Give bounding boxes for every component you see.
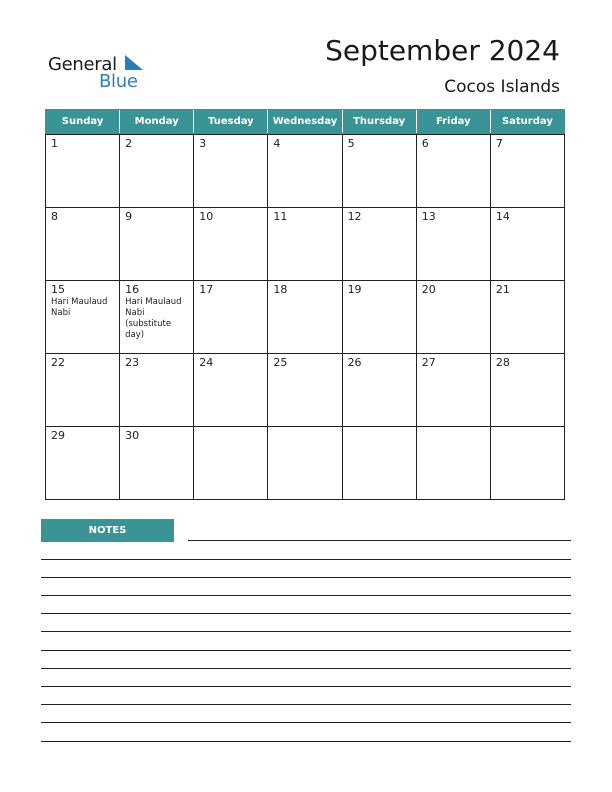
notes-line: [41, 595, 571, 596]
page-subtitle: Cocos Islands: [444, 77, 560, 97]
notes-line: [41, 668, 571, 669]
day-number: 10: [199, 210, 214, 223]
calendar-week: [46, 427, 565, 500]
day-number: 25: [273, 356, 288, 369]
notes-line: [41, 686, 571, 687]
day-cell: [343, 281, 417, 353]
weekday-thursday: Thursday: [343, 110, 417, 133]
day-cell: [491, 354, 565, 426]
notes-label: NOTES: [41, 519, 174, 542]
day-cell: [46, 354, 120, 426]
day-number: 1: [51, 137, 58, 150]
day-cell: [120, 208, 194, 280]
day-cell: [194, 427, 268, 499]
weekday-friday: Friday: [417, 110, 491, 133]
day-number: 4: [273, 137, 281, 150]
day-number: 18: [273, 283, 288, 296]
weekday-wednesday: Wednesday: [268, 110, 342, 133]
day-number: 3: [199, 137, 207, 150]
day-number: 15: [51, 283, 65, 296]
day-number: 30: [125, 429, 140, 442]
brand-blue-text: Blue: [99, 71, 138, 92]
day-cell: [491, 135, 565, 207]
day-cell: [120, 427, 194, 499]
day-cell: [491, 281, 565, 353]
day-cell: [120, 354, 194, 426]
notes-line: [41, 704, 571, 705]
day-cell: [268, 208, 342, 280]
calendar-week: [46, 281, 565, 354]
weekday-header: [45, 109, 565, 134]
day-number: 19: [347, 283, 362, 296]
day-number: 23: [125, 356, 140, 369]
holiday-label: Hari Maulaud Nabi (substitute day): [125, 297, 182, 340]
day-cell: [120, 281, 194, 353]
day-number: 21: [495, 283, 510, 296]
day-cell: [343, 135, 417, 207]
day-number: 16: [125, 283, 140, 296]
day-cell: [417, 354, 491, 426]
day-cell: [491, 427, 565, 499]
day-cell: [268, 427, 342, 499]
notes-line: [188, 540, 571, 541]
weekday-sunday: Sunday: [46, 110, 120, 133]
notes-line: [41, 577, 571, 578]
brand-logo: [48, 52, 158, 96]
day-number: 20: [421, 283, 436, 296]
day-cell: [417, 135, 491, 207]
day-cell: [194, 354, 268, 426]
notes-line: [41, 559, 571, 560]
day-number: 2: [125, 137, 133, 150]
notes-section: [41, 519, 571, 749]
day-number: 22: [51, 356, 65, 369]
brand-general-text: General: [48, 54, 117, 75]
day-cell: [268, 354, 342, 426]
calendar: [45, 109, 565, 500]
calendar-week: [46, 354, 565, 427]
day-cell: [46, 208, 120, 280]
day-cell: [46, 135, 120, 207]
day-number: 9: [125, 210, 133, 223]
day-cell: [491, 208, 565, 280]
day-number: 17: [199, 283, 214, 296]
day-number: 12: [347, 210, 362, 223]
day-cell: [46, 427, 120, 499]
calendar-week: [46, 134, 565, 208]
notes-line: [41, 650, 571, 651]
day-cell: [194, 281, 268, 353]
day-cell: [343, 354, 417, 426]
day-cell: [343, 427, 417, 499]
day-cell: [120, 135, 194, 207]
day-cell: [343, 208, 417, 280]
day-number: 6: [421, 137, 429, 150]
weekday-tuesday: Tuesday: [194, 110, 268, 133]
day-number: 14: [495, 210, 510, 223]
weekday-monday: Monday: [120, 110, 194, 133]
calendar-grid: [45, 134, 565, 500]
day-number: 28: [495, 356, 510, 369]
day-number: 27: [421, 356, 436, 369]
calendar-week: [46, 208, 565, 281]
day-cell: [417, 281, 491, 353]
day-cell: [268, 281, 342, 353]
day-number: 29: [51, 429, 65, 442]
day-number: 7: [495, 137, 503, 150]
day-cell: [268, 135, 342, 207]
notes-line: [41, 722, 571, 723]
day-number: 24: [199, 356, 214, 369]
notes-line: [41, 741, 571, 742]
day-number: 26: [347, 356, 362, 369]
day-number: 5: [347, 137, 355, 150]
day-cell: [194, 208, 268, 280]
day-cell: [194, 135, 268, 207]
brand-triangle-icon: [125, 55, 143, 70]
notes-line: [41, 613, 571, 614]
day-number: 13: [421, 210, 436, 223]
page-title: September 2024: [325, 34, 560, 67]
day-cell: [417, 208, 491, 280]
day-cell: [46, 281, 120, 353]
day-cell: [417, 427, 491, 499]
holiday-label: Hari Maulaud Nabi: [51, 297, 108, 318]
day-number: 8: [51, 210, 58, 223]
weekday-saturday: Saturday: [501, 116, 553, 127]
notes-line: [41, 631, 571, 632]
day-number: 11: [273, 210, 288, 223]
